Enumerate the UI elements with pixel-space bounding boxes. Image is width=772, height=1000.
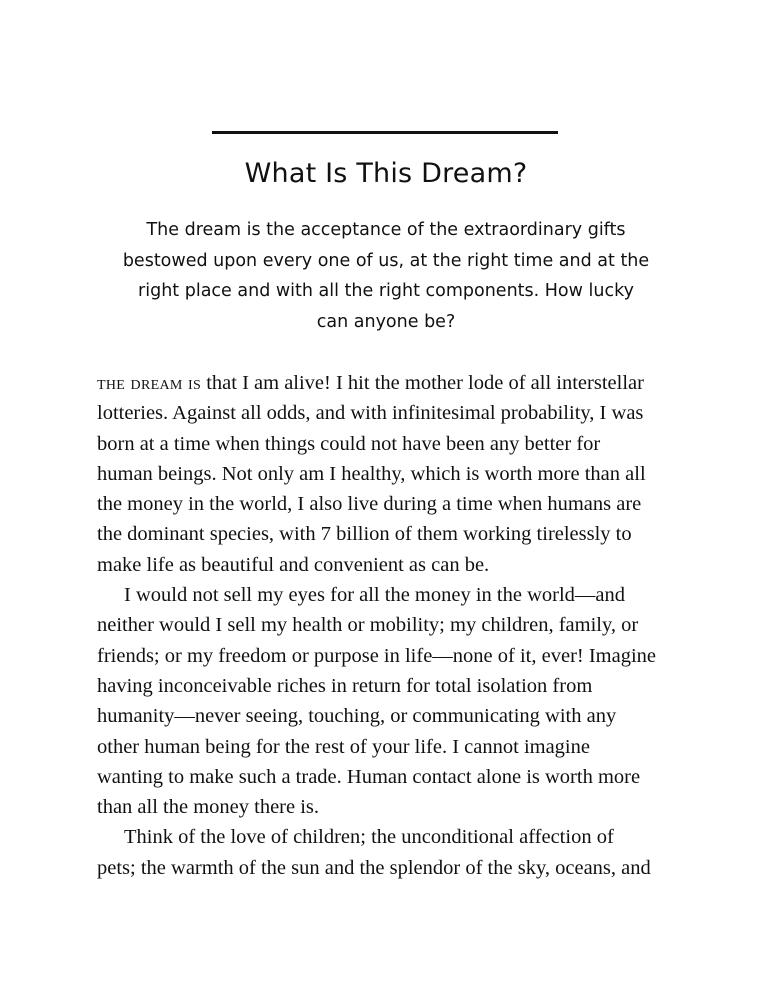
body-line: pets; the warmth of the sun and the splendor of the sky, oceans, and xyxy=(97,856,651,879)
body-paragraph-2 xyxy=(97,580,687,822)
epigraph-line: can anyone be? xyxy=(316,311,456,332)
body-line xyxy=(97,368,687,398)
body-line: wanting to make such a trade. Human contact alone is worth more xyxy=(97,765,641,788)
epigraph-line: bestowed upon every one of us, at the right time and at the xyxy=(122,250,650,271)
body-line: lotteries. Against all odds, and with infinitesimal probability, I was xyxy=(97,402,644,425)
body-line: make life as beautiful and convenient as can be. xyxy=(97,553,490,576)
body-line: having inconceivable riches in return for total isolation from xyxy=(97,674,593,697)
epigraph-line: right place and with all the right components. How lucky xyxy=(138,281,634,301)
body-line: human beings. Not only am I healthy, which is worth more than all xyxy=(97,462,646,485)
body-paragraph-3 xyxy=(97,822,687,883)
chapter-epigraph xyxy=(120,215,652,337)
body-line: born at a time when things could not have been any better for xyxy=(97,432,601,455)
body-line: the money in the world, I also live during a time when humans are xyxy=(97,493,642,516)
body-line: other human being for the rest of your life. I cannot imagine xyxy=(97,735,590,758)
chapter-title: What Is This Dream? xyxy=(244,158,528,189)
body-line: the dominant species, with 7 billion of them working tirelessly to xyxy=(97,523,632,546)
body-line-text: that I am alive! I hit the mother lode of all interstellar xyxy=(201,372,644,394)
body-line: neither would I sell my health or mobility; my children, family, or xyxy=(97,614,639,637)
epigraph-line: The dream is the acceptance of the extraordinary gifts xyxy=(146,220,626,240)
body-line: than all the money there is. xyxy=(97,796,320,819)
body-line: I would not sell my eyes for all the money in the world—and xyxy=(124,584,626,607)
body-line: friends; or my freedom or purpose in life—none of it, ever! Imagine xyxy=(97,644,657,667)
body-line: humanity—never seeing, touching, or communicating with any xyxy=(97,705,617,728)
chapter-divider-rule xyxy=(212,131,558,134)
chapter-body xyxy=(97,368,687,883)
body-line: Think of the love of children; the unconditional affection of xyxy=(124,826,614,849)
body-paragraph-1 xyxy=(97,368,687,580)
lead-in-smallcaps: the dream is xyxy=(97,372,202,394)
